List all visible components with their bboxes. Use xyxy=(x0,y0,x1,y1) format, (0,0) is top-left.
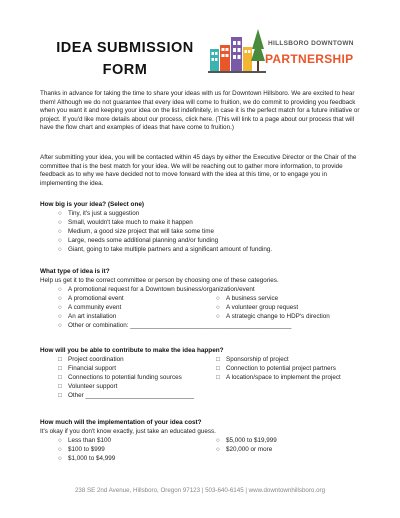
q3-option[interactable]: □ A location/space to implement the project xyxy=(216,374,341,381)
q2-option[interactable]: ○ A business service xyxy=(216,295,279,302)
radio-circle-icon: ○ xyxy=(58,304,62,311)
q4-option[interactable]: ○ $5,000 to $19,999 xyxy=(216,437,277,444)
q3-other-option[interactable]: □ Other _______________________________ xyxy=(58,392,195,399)
title-line-1: IDEA SUBMISSION xyxy=(56,40,194,56)
q3-option[interactable]: □ Connections to potential funding sources xyxy=(58,374,182,381)
q2-heading: What type of idea is it? xyxy=(40,268,110,275)
radio-circle-icon: ○ xyxy=(58,437,62,444)
intro-paragraph-1: Thanks in advance for taking the time to share your ideas with us for Downtown Hillsboro. We are excited to hear them! Although we do not guarantee that every idea will come to fruition, we do commit to providing you feedback when you want it and keeping your idea on the list indefinitely, in case it is the perfect match for a future initiative or project. If you'd like more details about our process, click here. (This will link to a page about our process that will have the flow chart and examples of ideas that have come to fruition.) xyxy=(40,90,360,132)
q1-option[interactable]: ○ Tiny, it's just a suggestion xyxy=(58,210,140,217)
radio-circle-icon: ○ xyxy=(58,313,62,320)
intro-paragraph-2: After submitting your idea, you will be contacted within 45 days by either the Executive Director or the Chair of the committee that is the best match for your idea. We will be reaching out to gather more information, to provide feedback as to why we have decided not to move forward with the idea at this time, or to engage you in implementing the idea. xyxy=(40,154,357,187)
q4-option[interactable]: ○ $100 to $999 xyxy=(58,446,105,453)
q3-option[interactable]: □ Volunteer support xyxy=(58,383,118,390)
radio-circle-icon: ○ xyxy=(216,295,220,302)
checkbox-icon: □ xyxy=(216,374,220,381)
checkbox-icon: □ xyxy=(216,356,220,363)
q2-subtext: Help us get it to the correct committee or person by choosing one of these categories. xyxy=(40,277,279,284)
checkbox-icon: □ xyxy=(216,365,220,372)
q3-option[interactable]: □ Financial support xyxy=(58,365,116,372)
checkbox-icon: □ xyxy=(58,356,62,363)
radio-circle-icon: ○ xyxy=(216,446,220,453)
logo-buildings-icon xyxy=(208,27,266,77)
q2-option[interactable]: ○ A promotional request for a Downtown business/organization/event xyxy=(58,286,255,293)
radio-circle-icon: ○ xyxy=(58,228,62,235)
q4-heading: How much will the implementation of your idea cost? xyxy=(40,419,202,426)
q1-heading: How big is your idea? (Select one) xyxy=(40,201,145,208)
q4-option[interactable]: ○ $1,000 to $4,999 xyxy=(58,455,116,462)
radio-circle-icon: ○ xyxy=(58,295,62,302)
radio-circle-icon: ○ xyxy=(58,237,62,244)
title-line-2: FORM xyxy=(102,62,148,78)
radio-circle-icon: ○ xyxy=(58,446,62,453)
q2-option[interactable]: ○ A volunteer group request xyxy=(216,304,299,311)
radio-circle-icon: ○ xyxy=(216,437,220,444)
radio-circle-icon: ○ xyxy=(58,286,62,293)
q2-option[interactable]: ○ A strategic change to HDP's direction xyxy=(216,313,330,320)
q4-subtext: It's okay if you don't know exactly, just take an educated guess. xyxy=(40,428,216,435)
radio-circle-icon: ○ xyxy=(58,210,62,217)
q3-option[interactable]: □ Project coordination xyxy=(58,356,124,363)
radio-circle-icon: ○ xyxy=(58,219,62,226)
q2-other-option[interactable]: ○ Other or combination: ______________________________________________ xyxy=(58,322,292,329)
q1-option[interactable]: ○ Giant, going to take multiple partners and a significant amount of funding. xyxy=(58,246,273,253)
logo-main-text: PARTNERSHIP xyxy=(265,52,354,66)
logo-top-text: HILLSBORO DOWNTOWN xyxy=(268,40,354,47)
radio-circle-icon: ○ xyxy=(58,246,62,253)
q4-option[interactable]: ○ $20,000 or more xyxy=(216,446,273,453)
q1-option[interactable]: ○ Small, wouldn't take much to make it happen xyxy=(58,219,193,226)
partnership-logo xyxy=(208,25,358,80)
q2-option[interactable]: ○ A promotional event xyxy=(58,295,124,302)
q1-option[interactable]: ○ Medium, a good size project that will take some time xyxy=(58,228,214,235)
checkbox-icon: □ xyxy=(58,383,62,390)
q3-heading: How will you be able to contribute to make the idea happen? xyxy=(40,347,224,354)
radio-circle-icon: ○ xyxy=(58,455,62,462)
checkbox-icon: □ xyxy=(58,374,62,381)
radio-circle-icon: ○ xyxy=(216,304,220,311)
checkbox-icon: □ xyxy=(58,392,62,399)
form-title xyxy=(40,37,210,81)
q2-option[interactable]: ○ An art installation xyxy=(58,313,117,320)
radio-circle-icon: ○ xyxy=(216,313,220,320)
q4-option[interactable]: ○ Less than $100 xyxy=(58,437,112,444)
checkbox-icon: □ xyxy=(58,365,62,372)
q3-option[interactable]: □ Sponsorship of project xyxy=(216,356,289,363)
radio-circle-icon: ○ xyxy=(58,322,62,329)
q1-option[interactable]: ○ Large, needs some additional planning and/or funding xyxy=(58,237,219,244)
q2-option[interactable]: ○ A community event xyxy=(58,304,122,311)
q3-option[interactable]: □ Connection to potential project partners xyxy=(216,365,336,372)
page-footer: 238 SE 2nd Avenue, Hillsboro, Oregon 97123 | 503-640-6145 | www.downtownhillsboro.org xyxy=(74,487,326,494)
